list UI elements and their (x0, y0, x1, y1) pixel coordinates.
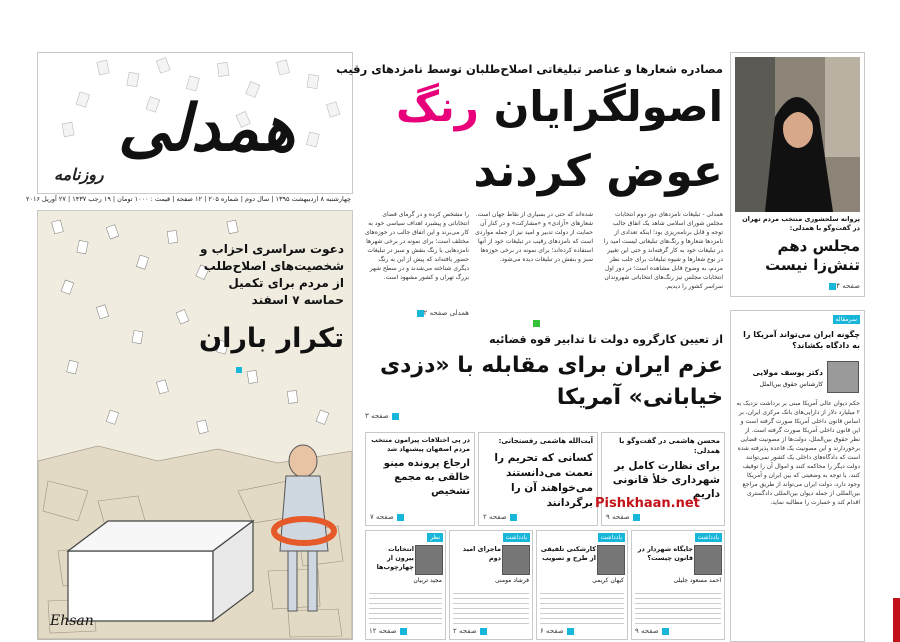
bottom-card-4-photo (415, 545, 443, 575)
logo-prefix: روزنامه (54, 165, 104, 184)
right-edge-bar (893, 598, 900, 642)
bullet-icon (392, 413, 399, 420)
bullet-icon (397, 514, 404, 521)
bottom-card-4-lines (369, 589, 442, 625)
small-story-3-page[interactable]: صفحه ۷ (370, 513, 404, 521)
second-headline: عزم ایران برای مقابله با «دزدی خیابانی» آمریکا (379, 353, 723, 410)
bottom-card-1-author: احمد مسعود جلیلی (673, 577, 721, 584)
bottom-card-3-photo (502, 545, 530, 575)
small-story-1-title: برای نظارت کامل بر شهرداری خلأ قانونی داریم (612, 460, 720, 500)
bottom-card-2-lines (540, 589, 624, 625)
editorial-box (730, 310, 865, 642)
bottom-card-1-lines (635, 589, 721, 625)
editorial-author: دکتر یوسف مولایی (752, 368, 823, 377)
small-story-1-kicker: محسن هاشمی در گفت‌وگو با همدلی: (619, 437, 720, 455)
interview-caption: پروانه سلحشوری منتخب مردم تهران در گفت‌وگو با همدلی: (742, 215, 860, 232)
bullet-icon (417, 310, 424, 317)
small-story-1 (601, 432, 725, 526)
bottom-card-3-title: ماجرای امید دوم (462, 545, 501, 562)
interview-box (730, 52, 865, 297)
second-page[interactable]: صفحه ۳ (365, 412, 399, 420)
bottom-card-4-author: مجید تربیان (413, 577, 442, 584)
bullet-icon (567, 628, 574, 635)
editorial-title: چگونه ایران می‌تواند آمریکا را به دادگاه بکشاند؟ (743, 330, 860, 350)
cartoon-dot-icon (236, 367, 242, 373)
bottom-card-2-page[interactable]: صفحه ۶ (540, 627, 574, 635)
bullet-icon (662, 628, 669, 635)
bottom-card-1-photo (694, 545, 722, 575)
bottom-card-3-author: فرشاد مومنی (495, 577, 529, 584)
dateline: چهارشنبه ۸ اردیبهشت ۱۳۹۵ | سال دوم | شماره ۲۰۵ | ۱۲ صفحه | قیمت : ۱۰۰۰ تومان | ۱۹ رجب ۱۴۳۷ | ۲۷ آوریل ۲۰۱۶ (25, 195, 351, 203)
bottom-card-1-page[interactable]: صفحه ۹ (635, 627, 669, 635)
editorial-body: حکم دیوان عالی آمریکا مبنی بر برداشت نزدیک به ۲ میلیارد دلار از دارایی‌های بانک مرکزی ایران، بر اساس قانون داخلی آمریکا صورت گرفته است و این قانون داخلی آمریکا صورت گرفته است. از نظر حقوق بین‌الملل، دولت‌ها از مصونیت قضایی برخوردارند و این مصونیت یک قاعده پذیرفته شده است که دادگاه‌های داخلی یک کشور نمی‌توانند دولت دیگر را محاکمه کنند و اموال آن را توقیف کنند. با توجه به وضعیتی که بین ایران و آمریکا وجود دارد، دولت ایران می‌تواند از طریق مراجع بین‌المللی از جمله دیوان بین‌المللی دادگستری اقدام کند و خسارت را مطالبه نماید. (736, 400, 860, 506)
bottom-card-4 (365, 530, 446, 640)
bullet-icon (480, 628, 487, 635)
small-story-2-page[interactable]: صفحه ۲ (483, 513, 517, 521)
main-col1: همدلی - تبلیغات نامزدهای دور دوم انتخابات مجلس شورای اسلامی شاهد یک اتفاق جالب توجه و قابل برنامه‌ریزی بود؛ اینکه تعدادی از نامزدها شعارها و رنگ‌های تبلیغاتی لیست امید را در تبلیغات خود به کار گرفته‌اند و حتی این تغییر در نوع شعارها و شیوه تبلیغات برای جلب نظر مردم، به وضوح قابل مشاهده است؛ در دور اول انتخابات مجلس نیز رنگ‌های انتخاباتی شهروندان سراسر کشور را دیدیم. (603, 211, 723, 290)
small-story-2 (478, 432, 598, 526)
bottom-card-3-lines (453, 589, 529, 625)
bullet-icon (400, 628, 407, 635)
cartoonist-signature: Ehsan (50, 613, 94, 629)
cartoon-story-text: دعوت سراسری احزاب و شخصیت‌های اصلاح‌طلب از مردم برای تکمیل حماسه ۷ اسفند (200, 242, 344, 307)
masthead-logo-box (37, 52, 353, 194)
small-story-1-page[interactable]: صفحه ۹ (606, 513, 640, 521)
small-story-2-kicker: آیت‌الله هاشمی رفسنجانی: (498, 437, 593, 445)
editorial-label: سرمقاله (833, 315, 860, 324)
main-col3: را مشخص کرده و در گرمای فضای انتخاباتی و پیشبرد اهداف سیاسی خود به کار می‌برند و این اتفاق جالب در حوزه‌های مختلف است؛ برای نمونه در برخی شهرها نامزدهایی با رنگ بنفش و سبز در تبلیغات حضور یافته‌اند که پیش از این به رنگ دیگری شناخته می‌شدند و در سطح شهر بزرگ تهران و کشور مشهود است. (365, 211, 469, 281)
bottom-card-2 (536, 530, 628, 640)
small-story-3-title: ارجاع پرونده مینو خالقی به مجمع تشخیص (383, 458, 470, 497)
interview-photo (735, 57, 860, 212)
main-headline-part1: اصولگرایان (493, 82, 723, 131)
bullet-icon (633, 514, 640, 521)
small-story-3 (365, 432, 475, 526)
interview-page[interactable]: صفحه ۴ (735, 282, 860, 290)
bullet-icon (510, 514, 517, 521)
bottom-card-2-photo (597, 545, 625, 575)
bottom-card-1-title: جایگاه شهردار در قانون چیست؟ (637, 545, 693, 562)
main-col2: شده‌اند که حتی در بسیاری از نقاط جهان است. شعارهای «آزادی» و «مشارکت» و در کنار آن حمایت از دولت تدبیر و امید نیز از جمله مواردی است که نامزدهای رقیب در تبلیغات خود از آنها استفاده کرده‌اند؛ برای نمونه در برخی حوزه‌ها سبز و بنفش در تبلیغات دیده می‌شود. (475, 211, 593, 263)
green-square-icon (533, 320, 540, 327)
main-page-ref[interactable]: همدلی صفحه ۲ (365, 309, 469, 317)
cartoon-story-title: تکرار باران (199, 323, 344, 354)
bottom-card-2-tag: یادداشت (598, 533, 625, 542)
bottom-card-3-tag: یادداشت (503, 533, 530, 542)
editorial-author-role: کارشناس حقوق بین‌الملل (759, 381, 823, 388)
small-story-2-title: کسانی که تحریم را نعمت می‌دانستند می‌خواهند آن را برگردانند (494, 452, 593, 509)
bottom-card-4-tag: نظر (427, 533, 443, 542)
bottom-card-4-page[interactable]: صفحه ۱۲ (369, 627, 407, 635)
bottom-card-3 (449, 530, 533, 640)
bottom-card-2-author: کیهان کریمی (592, 577, 624, 584)
logo-title: همدلی (118, 91, 296, 166)
cartoon-box (37, 210, 353, 640)
bottom-card-1-tag: یادداشت (695, 533, 722, 542)
main-headline-highlight: رنگ (395, 82, 479, 131)
bottom-card-2-title: کارشکنی تلفیقی از طرح و تصویب (540, 545, 596, 562)
bottom-card-3-page[interactable]: صفحه ۲ (453, 627, 487, 635)
second-kicker: از تعیین کارگروه دولت تا تدابیر قوه قضائیه (489, 333, 723, 346)
small-story-3-kicker: در پی اختلافات پیرامون منتخب مردم اصفهان پیشنهاد شد (371, 436, 470, 453)
bottom-card-1 (631, 530, 725, 640)
main-kicker: مصادره شعارها و عناصر تبلیغاتی اصلاح‌طلبان توسط نامزدهای رقیب (336, 62, 723, 76)
main-headline-line1 (365, 82, 723, 132)
author-photo (827, 361, 859, 393)
bottom-card-4-title: انتخابات بیرون از چهارچوب‌ها (376, 545, 414, 571)
watermark: Pishkhaan.net (595, 496, 700, 511)
interview-title: مجلس دهم تنش‌زا نیست (765, 237, 860, 274)
main-headline-line2: عوض کردند (473, 146, 723, 197)
